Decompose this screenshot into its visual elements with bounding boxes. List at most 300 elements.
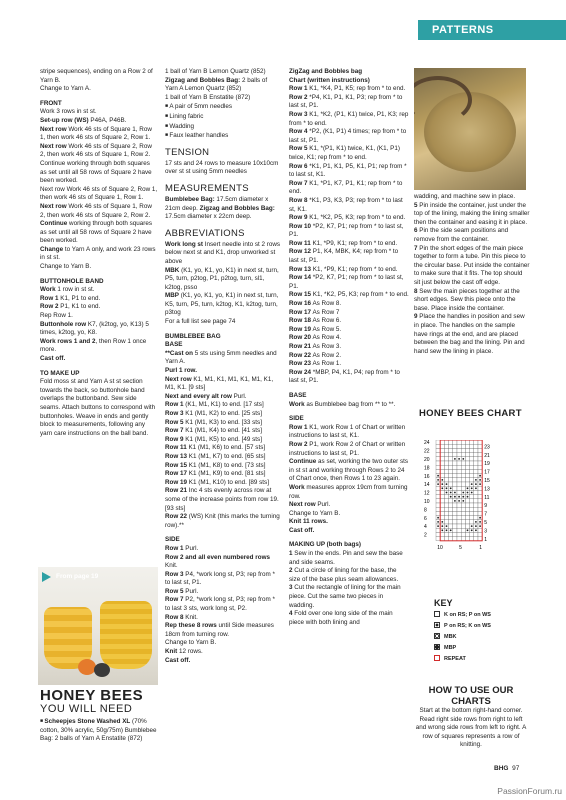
- col-label: 1: [479, 544, 483, 551]
- purl-dot: [471, 492, 473, 494]
- instruction-line: 1 Sew in the ends. Pin and sew the base and side seams.: [289, 550, 403, 566]
- chart-cell: [474, 465, 478, 469]
- instruction-line: Row 24 *MBP, P4, K1, P4; rep from * to last st, P1.: [289, 368, 400, 385]
- chart-cell: [465, 461, 469, 465]
- heading-buttonhole-band: BUTTONHOLE BAND: [40, 277, 104, 285]
- row-label-right: 7: [484, 511, 487, 518]
- footer: [494, 765, 519, 772]
- chart-cell: [436, 528, 440, 532]
- purl-dot: [475, 525, 477, 527]
- instruction-line: Row 13 K1, *P9, K1; rep from * to end.: [289, 265, 398, 273]
- chart-cell: [440, 490, 444, 494]
- purl-dot: [467, 529, 469, 531]
- purl-dot: [454, 458, 456, 460]
- purl-dot: [458, 496, 460, 498]
- purl-dot: [441, 479, 443, 481]
- chart-cell: [457, 528, 461, 532]
- chart-cell: [440, 532, 444, 536]
- chart-cell: [457, 486, 461, 490]
- row-label-right: 23: [484, 444, 490, 451]
- chart-cell: [465, 482, 469, 486]
- chart-cell: [478, 495, 482, 499]
- chart-cell: [470, 474, 474, 478]
- chart-cell: [465, 448, 469, 452]
- chart-cell: [461, 478, 465, 482]
- chart-cell: [461, 448, 465, 452]
- chart-cell: [465, 444, 469, 448]
- purl-dot: [446, 529, 448, 531]
- instruction-line: MBK (K1, yo, K1, yo, K1) in next st, turn, P5, turn, p2tog, P1, p2tog, turn, sl1, k2tog, psso: [165, 266, 279, 291]
- purl-dot: [475, 479, 477, 481]
- howto-title: HOW TO USE OUR CHARTS: [428, 685, 514, 707]
- purl-dot: [471, 483, 473, 485]
- chart-cell: [449, 457, 453, 461]
- instruction-line: Next row Work 46 sts of Square 2, Row 2, then work 46 sts of Square 1, Row 2.: [40, 142, 152, 159]
- making-up-steps: [289, 550, 409, 627]
- instruction-line: Knit 11 rows.: [289, 518, 328, 526]
- chart-cell: [474, 461, 478, 465]
- instruction-line: Rep these 8 rows until Side measures 18cm from turning row.: [165, 622, 274, 638]
- instruction-line: Next row Work 46 sts of Square 1, Row 1, then work 46 sts of Square 2, Row 1.: [40, 125, 152, 142]
- instruction-line: Change to Yarn B.: [289, 509, 341, 517]
- chart-cell: [440, 457, 444, 461]
- chart-cell: [453, 528, 457, 532]
- chart-cell: [449, 503, 453, 507]
- chart-cell: [461, 474, 465, 478]
- chart-cell: [436, 440, 440, 444]
- chart-cell: [465, 474, 469, 478]
- col-label: 10: [437, 544, 443, 551]
- heading-measurements: MEASUREMENTS: [165, 182, 249, 194]
- chart-cell: [457, 469, 461, 473]
- chart-cell: [461, 482, 465, 486]
- chart-cell: [474, 495, 478, 499]
- instruction-line: Row 15 K1 (M1, K8) to end. [73 sts]: [165, 461, 266, 469]
- chart-cell: [436, 453, 440, 457]
- chart-cell: [449, 507, 453, 511]
- chart-cell: [444, 507, 448, 511]
- chart-cell: [478, 511, 482, 515]
- chart-cell: [470, 516, 474, 520]
- chart-cell: [474, 532, 478, 536]
- instruction-line: Row 7 P2, *work long st, P3; rep from * to last 3 sts, work long st, P2.: [165, 596, 275, 613]
- chart-cell: [453, 465, 457, 469]
- chart-cell: [444, 444, 448, 448]
- chart-cell: [470, 469, 474, 473]
- heading-abbreviations: ABBREVIATIONS: [165, 227, 245, 239]
- heading-side: SIDE: [165, 536, 180, 544]
- front-instructions: [40, 108, 158, 271]
- heading-making-up: MAKING UP (both bags): [289, 541, 361, 549]
- chart-cell: [478, 457, 482, 461]
- chart-cell: [440, 444, 444, 448]
- chart-cell: [470, 511, 474, 515]
- heading-bumblebee-bag: BUMBLEBEE BAG: [165, 332, 221, 340]
- col-label: 5: [459, 544, 462, 551]
- chart-cell: [465, 453, 469, 457]
- chart-cell: [461, 469, 465, 473]
- chart-cell: [461, 507, 465, 511]
- instruction-line: Row 3 K1 (M1, K2) to end. [25 sts]: [165, 410, 262, 417]
- purl-dot: [437, 521, 439, 523]
- measurements-text: Bumblebee Bag: 17.5cm diameter x 21cm deep. Zigzag and Bobbles Bag: 17.5cm diameter x 22cm deep.: [165, 195, 275, 221]
- chart-cell: [440, 511, 444, 515]
- instruction-line: Work measures approx 19cm from turning row.: [289, 483, 408, 500]
- row-label-right: 11: [484, 494, 490, 501]
- purl-dot: [437, 517, 439, 519]
- chart-cell: [465, 440, 469, 444]
- instruction-line: Change to Yarn B.: [165, 639, 217, 647]
- chart-cell: [457, 516, 461, 520]
- chart-cell: [474, 444, 478, 448]
- instruction-line: Row 11 K1, *P9, K1; rep from * to end.: [289, 239, 398, 247]
- purl-dot: [450, 487, 452, 489]
- instruction-line: Row 16 As Row 8.: [289, 300, 342, 308]
- instruction-line: Row 23 As Row 1.: [289, 360, 342, 368]
- row-label-right: 13: [484, 486, 490, 493]
- chart-cell: [478, 537, 482, 541]
- chart-cell: [436, 486, 440, 490]
- chart-cell: [478, 448, 482, 452]
- you-will-need-list: [40, 717, 160, 744]
- row-label-right: 17: [484, 469, 490, 476]
- chart-cell: [474, 503, 478, 507]
- purl-dot: [437, 483, 439, 485]
- arrow-icon: [42, 572, 51, 582]
- chart-cell: [478, 503, 482, 507]
- chart-cell: [470, 532, 474, 536]
- instruction-line: Row 14 *P2, K7, P1; rep from * to last st, P1.: [289, 274, 404, 290]
- chart-cell: [440, 516, 444, 520]
- chart-cell: [465, 499, 469, 503]
- chart-cell: [449, 511, 453, 515]
- chart-cell: [444, 495, 448, 499]
- chart-cell: [444, 520, 448, 524]
- chart-cell: [461, 537, 465, 541]
- purl-dot: [454, 496, 456, 498]
- text: Change to Yarn A.: [40, 85, 91, 93]
- chart-cell: [470, 440, 474, 444]
- row-label-left: 18: [424, 465, 430, 472]
- chart-cell: [470, 507, 474, 511]
- base-instructions: [165, 350, 281, 530]
- chart-cell: [436, 490, 440, 494]
- chart-cell: [470, 457, 474, 461]
- chart-cell: [461, 486, 465, 490]
- chart-cell: [461, 465, 465, 469]
- chart-cell: [457, 537, 461, 541]
- chart-cell: [444, 516, 448, 520]
- chart-cell: [461, 532, 465, 536]
- instruction-line: Continue working through both squares as set until all 58 rows of Square 2 have been worked.: [40, 220, 153, 245]
- purl-dot: [467, 487, 469, 489]
- chart-cell: [453, 520, 457, 524]
- chart-cell: [465, 511, 469, 515]
- chart-cell: [444, 532, 448, 536]
- row-label-left: 14: [424, 482, 430, 489]
- purl-dot: [446, 483, 448, 485]
- purl-dot: [479, 517, 481, 519]
- instruction-line: Cast off.: [289, 526, 315, 534]
- chart-cell: [461, 444, 465, 448]
- chart-cell: [444, 440, 448, 444]
- chart-cell: [449, 448, 453, 452]
- key-item: [434, 654, 491, 665]
- column-2: [165, 68, 281, 665]
- instruction-line: Row 11 K1 (M1, K6) to end. [57 sts]: [165, 444, 266, 452]
- side-instructions: [165, 545, 281, 665]
- column-1: [40, 68, 158, 438]
- chart-cell: [444, 461, 448, 465]
- instruction-line: Row 1 (K1, M1, K1) to end. [17 sts]: [165, 401, 264, 409]
- band-instructions: [40, 286, 158, 363]
- material-item: ■ Faux leather handles: [165, 131, 281, 141]
- instruction-line: Row 2 and all even numbered rows Knit.: [165, 553, 270, 570]
- chart-cell: [465, 532, 469, 536]
- instruction-line: Row 4 *P2, (K1, P1) 4 times; rep from * to last st, P1.: [289, 128, 407, 144]
- instruction-line: **Cast on 5 sts using 5mm needles and Yarn A.: [165, 349, 277, 366]
- instruction-line: Row 22 (WS) Knit (this marks the turning row).**: [165, 513, 280, 529]
- chart-cell: [444, 499, 448, 503]
- chart-cell: [449, 440, 453, 444]
- chart-cell: [465, 469, 469, 473]
- chart-cell: [453, 511, 457, 515]
- chart-cell: [440, 507, 444, 511]
- instruction-line: 4 Fold over one long side of the main piece with both lining and: [289, 610, 393, 626]
- chart-cell: [436, 499, 440, 503]
- chart-cell: [449, 482, 453, 486]
- instruction-line: Row 1 K1, work Row 1 of Chart or written instructions to last st, K1.: [289, 423, 406, 440]
- instruction-line: Set-up row (WS) P46A, P46B.: [40, 116, 127, 124]
- chart-cell: [457, 482, 461, 486]
- purl-dot: [446, 492, 448, 494]
- chart-cell: [457, 465, 461, 469]
- section-tab: [418, 20, 566, 40]
- instruction-line: Change to Yarn B.: [40, 263, 92, 271]
- instruction-line: Row 3 P4, *work long st, P3; rep from * to last st, P1.: [165, 570, 275, 587]
- instruction-line: Knit 12 rows.: [165, 648, 203, 656]
- zigzag-bag: [100, 601, 152, 669]
- chart-cell: [436, 469, 440, 473]
- chart-cell: [436, 444, 440, 448]
- purl-dot: [462, 458, 464, 460]
- row-label-left: 16: [424, 473, 430, 480]
- chart-cell: [436, 532, 440, 536]
- heading-front: FRONT: [40, 99, 62, 107]
- row-label-right: 5: [484, 520, 487, 526]
- chart-cell: [440, 537, 444, 541]
- row-label-left: 6: [424, 515, 427, 522]
- chart-cell: [461, 524, 465, 528]
- magazine-name: BHG: [494, 765, 509, 772]
- chart-cell: [444, 511, 448, 515]
- chart-cell: [465, 516, 469, 520]
- chart-cell: [470, 478, 474, 482]
- chart-cell: [470, 444, 474, 448]
- instruction-line: 8 Sew the main pieces together at the short edges. Sew this piece onto the base. Place inside the container.: [414, 287, 520, 312]
- chart-cell: [470, 537, 474, 541]
- chart-cell: [470, 453, 474, 457]
- instruction-line: Work 1 row in st st.: [40, 286, 95, 294]
- makeup-text: Fold moss st and Yarn A st st section towards the back, so buttonhole band overlaps the buttonband. Sew side seams. Attach buttons to correspond with buttonholes. Weave in ends and gently block to measurements, following any yarn care instructions on the ball band.: [40, 378, 156, 437]
- chart-cell: [457, 490, 461, 494]
- chart-cell: [453, 482, 457, 486]
- chart-cell: [478, 532, 482, 536]
- row-label-left: 8: [424, 507, 427, 514]
- row-label-left: 22: [424, 448, 430, 455]
- row-label-left: 2: [424, 532, 427, 539]
- chart-cell: [465, 465, 469, 469]
- chart-key: [434, 610, 491, 665]
- instruction-line: Row 12 P1, K4, MBK, K4; rep from * to last st, P1.: [289, 248, 399, 265]
- purl-dot: [441, 521, 443, 523]
- chart-cell: [453, 469, 457, 473]
- chart-cell: [474, 537, 478, 541]
- purl-dot: [458, 458, 460, 460]
- row-label-right: 3: [484, 528, 487, 535]
- zigzag-yarn: Zigzag and Bobbles Bag: 2 balls of Yarn A Lemon Quartz (852): [165, 76, 268, 93]
- chart-cell: [444, 478, 448, 482]
- chart-cell: [449, 499, 453, 503]
- instruction-line: Row 21 As Row 3.: [289, 343, 342, 350]
- instruction-line: Row 3 K1, *K2, (P1, K1) twice, P1, K3; rep from * to end.: [289, 110, 409, 127]
- instruction-line: Row 22 As Row 2.: [289, 351, 342, 359]
- heading-base: BASE: [289, 391, 307, 399]
- instruction-line: Rep Row 1.: [40, 312, 73, 320]
- chart-cell: [461, 528, 465, 532]
- chart-cell: [436, 461, 440, 465]
- instruction-line: Row 1 Purl.: [165, 544, 199, 552]
- heading-to-make-up: TO MAKE UP: [40, 369, 80, 377]
- instruction-line: Row 9 K1 (M1, K5) to end. [49 sts]: [165, 435, 262, 443]
- you-will-need-heading: YOU WILL NEED: [40, 703, 133, 715]
- chart-cell: [444, 469, 448, 473]
- chart-cell: [449, 520, 453, 524]
- chart-cell: [457, 440, 461, 444]
- instruction-line: Row 20 As Row 4.: [289, 334, 342, 342]
- chart-cell: [457, 448, 461, 452]
- purl-dot: [437, 475, 439, 477]
- chart-cell: [449, 469, 453, 473]
- chart-cell: [478, 499, 482, 503]
- chart-cell: [440, 440, 444, 444]
- chart-cell: [465, 537, 469, 541]
- instruction-line: Row 2 *P4, K1, P1, K1, P3; rep from * to last st, P1.: [289, 93, 403, 110]
- purl-dot: [437, 479, 439, 481]
- chart-cell: [453, 524, 457, 528]
- pattern-title: HONEY BEES: [40, 687, 144, 704]
- material-item: ■ Lining fabric: [165, 112, 281, 122]
- instruction-line: Row 1 K1, P1 to end.: [40, 294, 101, 302]
- instruction-line: Work as Bumblebee bag from ** to **.: [289, 400, 396, 408]
- chart-cell: [465, 503, 469, 507]
- instruction-line: Next and every alt row Purl.: [165, 392, 247, 400]
- chart-cell: [457, 520, 461, 524]
- instruction-line: Row 19 K1 (M1, K10) to end. [89 sts]: [165, 478, 269, 486]
- instruction-line: Row 1 K1, *K4, P1, K5; rep from * to end.: [289, 85, 406, 93]
- instruction-line: 6 Pin the side seam positions and remove from the container.: [414, 227, 509, 243]
- chart-cell: [449, 474, 453, 478]
- chart-cell: [478, 440, 482, 444]
- howto-text: Start at the bottom right-hand corner. Read right side rows from right to left and wrong side rows from left to right. A row of squares represents a row of knitting.: [415, 707, 527, 749]
- chart-cell: [470, 465, 474, 469]
- chart-cell: [461, 516, 465, 520]
- chart-cell: [478, 490, 482, 494]
- instruction-line: Row 9 K1, *K2, P5, K3; rep from * to end.: [289, 214, 406, 222]
- chart-cell: [449, 465, 453, 469]
- instruction-line: Next row Purl.: [289, 501, 331, 509]
- key-label: REPEAT: [444, 656, 466, 662]
- chart-cell: [436, 537, 440, 541]
- key-item: [434, 610, 491, 621]
- instruction-line: Row 13 K1 (M1, K7) to end. [65 sts]: [165, 452, 266, 460]
- chart-cell: [465, 457, 469, 461]
- key-title: KEY: [434, 598, 453, 608]
- chart-cell: [474, 448, 478, 452]
- chart-cell: [474, 490, 478, 494]
- chart-cell: [436, 457, 440, 461]
- chart-cell: [474, 457, 478, 461]
- section-label: PATTERNS: [432, 24, 494, 36]
- text: 1 ball of Yarn B Enstatite (872): [165, 93, 251, 101]
- purl-dot: [471, 487, 473, 489]
- purl-dot: [475, 483, 477, 485]
- chart-cell: [440, 461, 444, 465]
- instruction-line: wadding, and machine sew in place.: [414, 193, 516, 200]
- instruction-line: 2 Cut a circle of lining for the base, the size of the base plus seam allowances.: [289, 567, 399, 583]
- instruction-line: Row 7 K1 (M1, K4) to end. [41 sts]: [165, 427, 262, 435]
- instruction-line: Row 15 K1, *K2, P5, K3; rep from * to end.: [289, 291, 409, 299]
- instruction-line: MBP (K1, yo, K1, yo, K1) in next st, turn, K5, turn, P5, turn, k2tog, K1, k2tog, turn, p3tog: [165, 292, 279, 317]
- chart-cell: [470, 520, 474, 524]
- chart-cell: [470, 461, 474, 465]
- chart-cell: [453, 486, 457, 490]
- materials-list: [165, 102, 281, 140]
- instruction-line: Purl 1 row.: [165, 367, 197, 375]
- chart-cell: [440, 474, 444, 478]
- key-swatch-icon: [434, 655, 440, 661]
- heading-chart-written: Chart (written instructions): [289, 76, 370, 84]
- instruction-line: 3 Cut the rectangle of lining for the main piece. Cut the same two pieces in wadding.: [289, 584, 401, 609]
- chart-cell: [444, 537, 448, 541]
- chart-cell: [457, 507, 461, 511]
- instruction-line: 5 Pin inside the container, just under the top of the lining, making the lining smaller then the container and easing it in place.: [414, 201, 530, 226]
- chart-cell: [478, 453, 482, 457]
- purl-dot: [454, 492, 456, 494]
- purl-dot: [467, 496, 469, 498]
- key-label: MBK: [444, 634, 457, 640]
- chart-rows: [289, 85, 409, 386]
- instruction-line: Row 5 Purl.: [165, 587, 199, 595]
- heading-tension: TENSION: [165, 146, 210, 158]
- chart-cell: [457, 478, 461, 482]
- basket-photo: [414, 68, 526, 190]
- instruction-line: Buttonhole row K7, (k2tog, yo, K13) 5 times, k2tog, yo, K8.: [40, 320, 149, 337]
- row-label-left: 20: [424, 457, 430, 463]
- row-label-right: 19: [484, 461, 490, 468]
- chart-cell: [478, 507, 482, 511]
- row-label-right: 15: [484, 478, 490, 484]
- knitting-chart: [424, 440, 524, 595]
- tension-text: 17 sts and 24 rows to measure 10x10cm over st st using 5mm needles: [165, 159, 279, 176]
- chart-cell: [453, 516, 457, 520]
- chart-cell: [457, 532, 461, 536]
- chart-cell: [449, 478, 453, 482]
- chart-cell: [457, 524, 461, 528]
- chart-cell: [449, 516, 453, 520]
- chart-cell: [461, 461, 465, 465]
- row-label-left: 10: [424, 499, 430, 505]
